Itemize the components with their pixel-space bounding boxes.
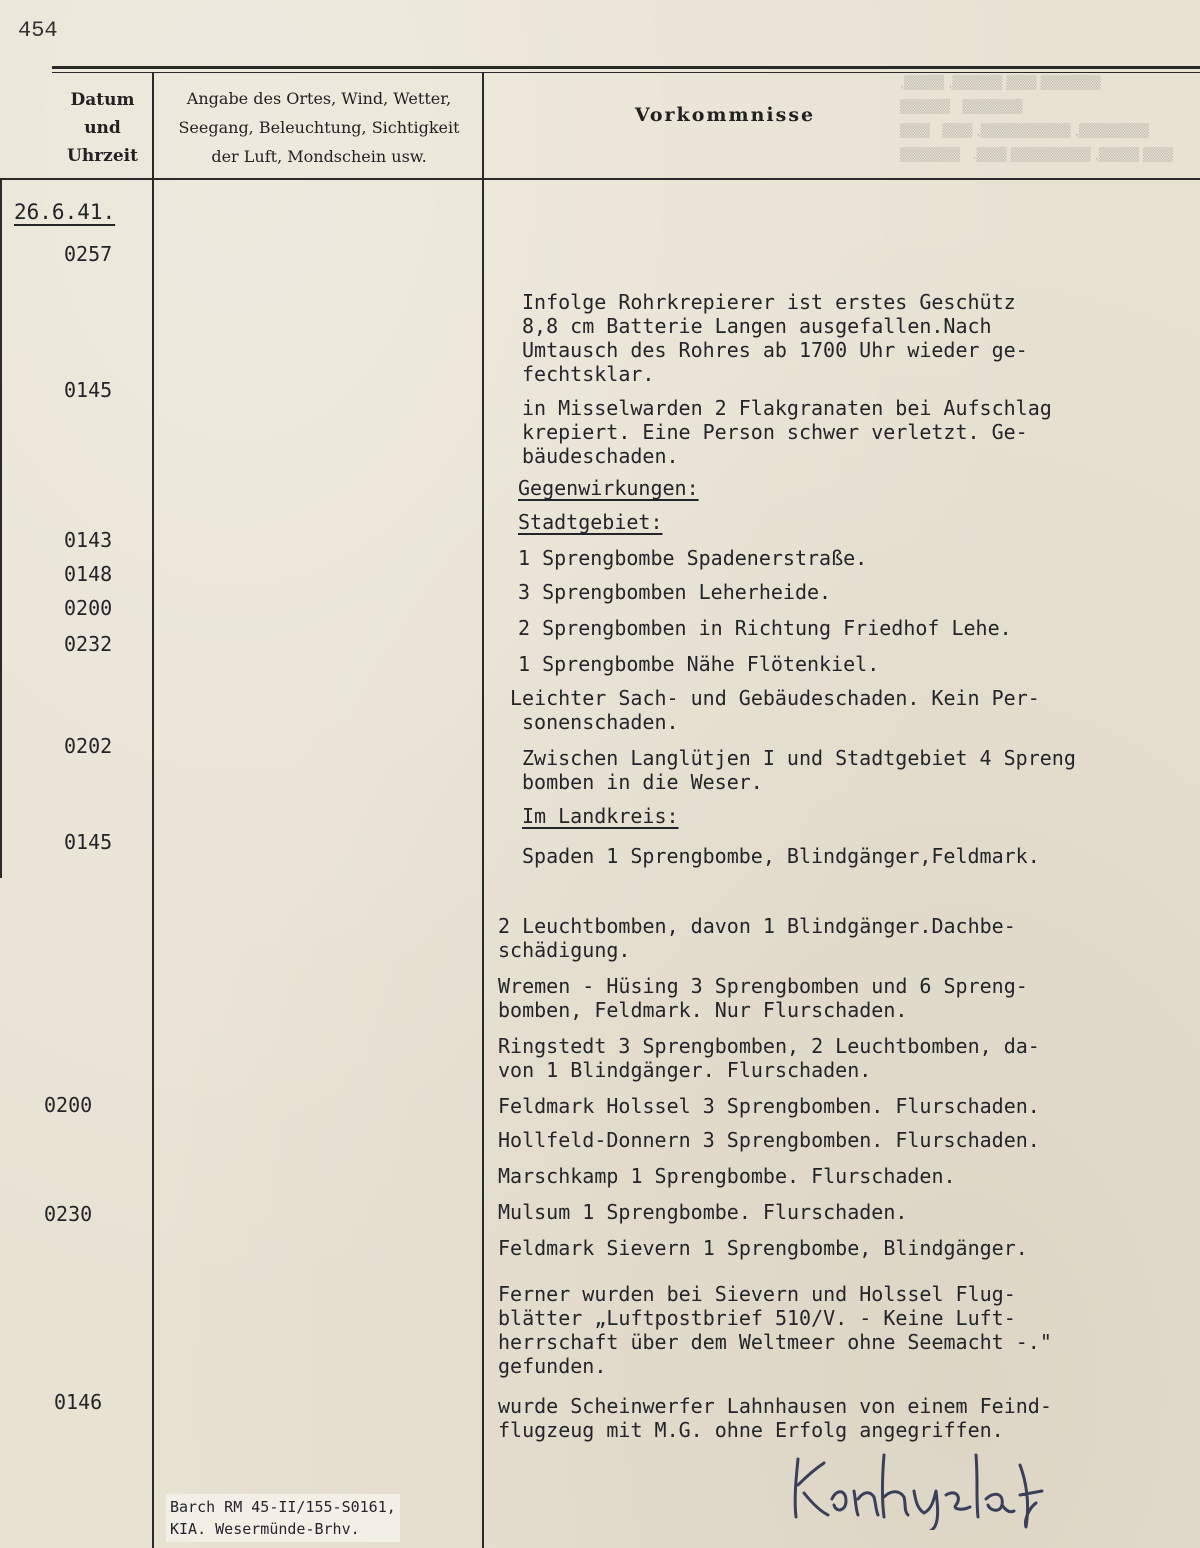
page-number: 454 bbox=[18, 18, 58, 43]
time-0148: 0148 bbox=[64, 562, 113, 586]
event-line: bomben, Feldmark. Nur Flurschaden. bbox=[498, 998, 908, 1022]
event-line: bäudeschaden. bbox=[522, 444, 679, 468]
time-0232: 0232 bbox=[64, 632, 113, 656]
time-0257: 0257 bbox=[64, 242, 113, 266]
time-0146: 0146 bbox=[54, 1390, 103, 1414]
header-date-line-3: Uhrzeit bbox=[67, 146, 138, 166]
event-line: sonenschaden. bbox=[522, 710, 679, 734]
header-place-column bbox=[160, 84, 478, 171]
time-0200-a: 0200 bbox=[64, 596, 113, 620]
event-line: Feldmark Holssel 3 Sprengbomben. Flurschaden. bbox=[498, 1094, 1040, 1118]
event-line: schädigung. bbox=[498, 938, 631, 962]
header-place-line-3: der Luft, Mondschein usw. bbox=[211, 147, 427, 166]
column-divider-2 bbox=[482, 72, 484, 1548]
event-line: Umtausch des Rohres ab 1700 Uhr wieder ge- bbox=[522, 338, 1028, 362]
header-place-line-1: Angabe des Ortes, Wind, Wetter, bbox=[186, 89, 452, 108]
event-line: 2 Leuchtbomben, davon 1 Blindgänger.Dachbe- bbox=[498, 914, 1016, 938]
time-0200-b: 0200 bbox=[44, 1093, 93, 1117]
header-date-column bbox=[55, 86, 150, 170]
event-line: Mulsum 1 Sprengbombe. Flurschaden. bbox=[498, 1200, 908, 1224]
archive-reference bbox=[166, 1494, 400, 1542]
section-heading-gegenwirkungen: Gegenwirkungen: bbox=[518, 476, 699, 500]
time-0145-a: 0145 bbox=[64, 378, 113, 402]
event-line: bomben in die Weser. bbox=[522, 770, 763, 794]
section-heading-stadtgebiet: Stadtgebiet: bbox=[518, 510, 663, 534]
time-0202: 0202 bbox=[64, 734, 113, 758]
archive-reference-line-1: Barch RM 45-II/155-S0161, bbox=[170, 1498, 396, 1516]
event-line: flugzeug mit M.G. ohne Erfolg angegriffen. bbox=[498, 1418, 1004, 1442]
header-date-line-2: und bbox=[84, 118, 121, 138]
event-line: Ferner wurden bei Sievern und Holssel Flug- bbox=[498, 1282, 1016, 1306]
time-0145-b: 0145 bbox=[64, 830, 113, 854]
event-line: 2 Sprengbomben in Richtung Friedhof Lehe. bbox=[518, 616, 1012, 640]
time-0143: 0143 bbox=[64, 528, 113, 552]
event-line: 1 Sprengbombe Nähe Flötenkiel. bbox=[518, 652, 880, 676]
event-line: Spaden 1 Sprengbombe, Blindgänger,Feldmark. bbox=[522, 844, 1040, 868]
event-line: wurde Scheinwerfer Lahnhausen von einem Feind- bbox=[498, 1394, 1052, 1418]
header-top-rule bbox=[52, 66, 1200, 69]
column-divider-1 bbox=[152, 72, 154, 1548]
archive-reference-line-2: KIA. Wesermünde-Brhv. bbox=[170, 1520, 360, 1538]
entry-date: 26.6.41. bbox=[14, 200, 116, 224]
event-line: Infolge Rohrkrepierer ist erstes Geschütz bbox=[522, 290, 1016, 314]
event-line: gefunden. bbox=[498, 1354, 607, 1378]
event-line: 3 Sprengbomben Leherheide. bbox=[518, 580, 832, 604]
event-line: Hollfeld-Donnern 3 Sprengbomben. Flurschaden. bbox=[498, 1128, 1040, 1152]
event-line: Leichter Sach- und Gebäudeschaden. Kein Per- bbox=[510, 686, 1040, 710]
event-line: fechtsklar. bbox=[522, 362, 655, 386]
event-line: Feldmark Sievern 1 Sprengbombe, Blindgänger. bbox=[498, 1236, 1028, 1260]
header-date-line-1: Datum bbox=[70, 90, 135, 110]
event-line: von 1 Blindgänger. Flurschaden. bbox=[498, 1058, 872, 1082]
handwritten-signature bbox=[780, 1445, 1070, 1530]
header-events-column: Vorkommnisse bbox=[634, 104, 816, 126]
event-line: Zwischen Langlütjen I und Stadtgebiet 4 Spreng bbox=[522, 746, 1076, 770]
event-line: herrschaft über dem Weltmeer ohne Seemacht -." bbox=[498, 1330, 1052, 1354]
event-line: Wremen - Hüsing 3 Sprengbomben und 6 Spreng- bbox=[498, 974, 1028, 998]
section-heading-landkreis: Im Landkreis: bbox=[522, 804, 679, 828]
time-0230: 0230 bbox=[44, 1202, 93, 1226]
event-line: in Misselwarden 2 Flakgranaten bei Aufschlag bbox=[522, 396, 1052, 420]
event-line: 8,8 cm Batterie Langen ausgefallen.Nach bbox=[522, 314, 992, 338]
header-place-line-2: Seegang, Beleuchtung, Sichtigkeit bbox=[178, 118, 460, 137]
header-bottom-rule bbox=[0, 178, 1200, 180]
event-line: Marschkamp 1 Sprengbombe. Flurschaden. bbox=[498, 1164, 956, 1188]
event-line: Ringstedt 3 Sprengbomben, 2 Leuchtbomben, da- bbox=[498, 1034, 1040, 1058]
bleed-through-header: ▒▒▒▒▒▒ ▒▒▒ ▒▒▒▒▒, ▒▒▒▒, ▒▒▒▒▒▒ ▒▒▒▒▒ ▒▒▒▒▒▒▒, ▒▒▒▒▒▒▒▒▒, ▒▒▒ ▒▒▒ ▒▒▒ ▒▒▒▒, ▒▒▒▒▒▒▒▒ ▒▒▒. ▒▒▒▒▒▒ bbox=[900, 76, 1173, 163]
event-line: krepiert. Eine Person schwer verletzt. Ge- bbox=[522, 420, 1028, 444]
left-edge-rule bbox=[0, 178, 2, 878]
event-line: 1 Sprengbombe Spadenerstraße. bbox=[518, 546, 868, 570]
event-line: blätter „Luftpostbrief 510/V. - Keine Luft- bbox=[498, 1306, 1016, 1330]
